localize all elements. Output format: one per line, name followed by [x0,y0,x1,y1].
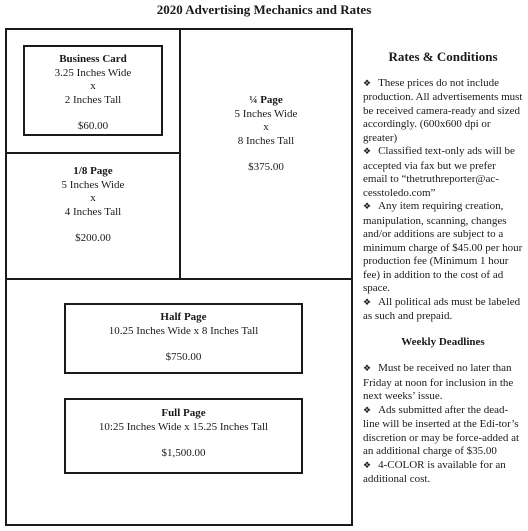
rates-conditions-column [363,50,523,487]
ad-name: ¼ Page [249,94,283,106]
diamond-bullet-icon: ❖ [363,78,372,89]
ad-times: x [90,192,96,204]
ad-name: Business Card [59,53,127,65]
ad-height: 2 Inches Tall [64,93,122,106]
ad-size: 10:25 Inches Wide x 15.25 Inches Tall [98,420,269,433]
ad-price: $375.00 [248,161,284,173]
condition-item [363,77,523,146]
ad-times: x [90,80,96,92]
page-title: 2020 Advertising Mechanics and Rates [156,2,372,17]
deadline-text: 4-COLOR is available for an additional cost. [363,458,506,485]
ad-height: 8 Inches Tall [237,134,295,147]
deadline-item [363,362,523,404]
diamond-bullet-icon: ❖ [363,460,372,471]
condition-text: These prices do not include production. All advertisements must be received camera-ready and sized accordingly. (600x600 dpi or greater) [363,76,523,144]
ad-price: $60.00 [77,120,109,132]
ad-price: $200.00 [75,232,111,244]
ad-times: x [263,121,269,133]
deadline-text: Must be received no later than Friday at noon for inclusion in the next weeks’ issue. [363,362,514,402]
deadline-text: Ads submitted after the dead-line will be inserted at the Edi-tor’s discretion or may be force-added at an additional charge of $35.00 [363,403,520,457]
diamond-bullet-icon: ❖ [363,147,372,157]
condition-text: Any item requiring creation, manipulation, scanning, changes and/or additions are subject to a minimum charge of $45.00 per hour production fee (Minimum 1 hour fee) in addition to the cost of ad space. [363,200,523,294]
ad-size: 10.25 Inches Wide x 8 Inches Tall [108,324,259,337]
condition-text: All political ads must be labeled as such and prepaid. [363,295,521,322]
ad-price: $1,500.00 [161,447,206,459]
ad-name: Half Page [160,311,207,323]
full-page-ad [64,407,303,461]
business-card-ad [23,53,163,134]
rates-heading: Rates & Conditions [388,49,498,64]
condition-item [363,200,523,296]
condition-item [363,296,523,324]
deadline-item [363,459,523,487]
page-half-divider [5,278,353,280]
left-row-divider [5,152,181,154]
diamond-bullet-icon: ❖ [363,364,372,374]
condition-text: Classified text-only ads will be accepted via fax but we prefer email to “thetruthreporter@ac-cesstoledo.com” [363,145,515,199]
ad-name: Full Page [161,407,206,419]
diamond-bullet-icon: ❖ [363,202,372,212]
ad-width: 3.25 Inches Wide [54,66,132,79]
ad-price: $750.00 [165,351,202,363]
ad-name: 1/8 Page [73,165,113,177]
condition-item [363,145,523,200]
ad-height: 4 Inches Tall [64,205,122,218]
eighth-page-ad [7,165,179,246]
diamond-bullet-icon: ❖ [363,297,372,308]
ad-width: 5 Inches Wide [234,107,298,120]
quarter-page-ad [181,94,351,175]
deadline-item [363,404,523,459]
deadlines-heading: Weekly Deadlines [401,335,485,348]
ad-width: 5 Inches Wide [61,178,125,191]
half-page-ad [64,311,303,365]
diamond-bullet-icon: ❖ [363,405,372,416]
